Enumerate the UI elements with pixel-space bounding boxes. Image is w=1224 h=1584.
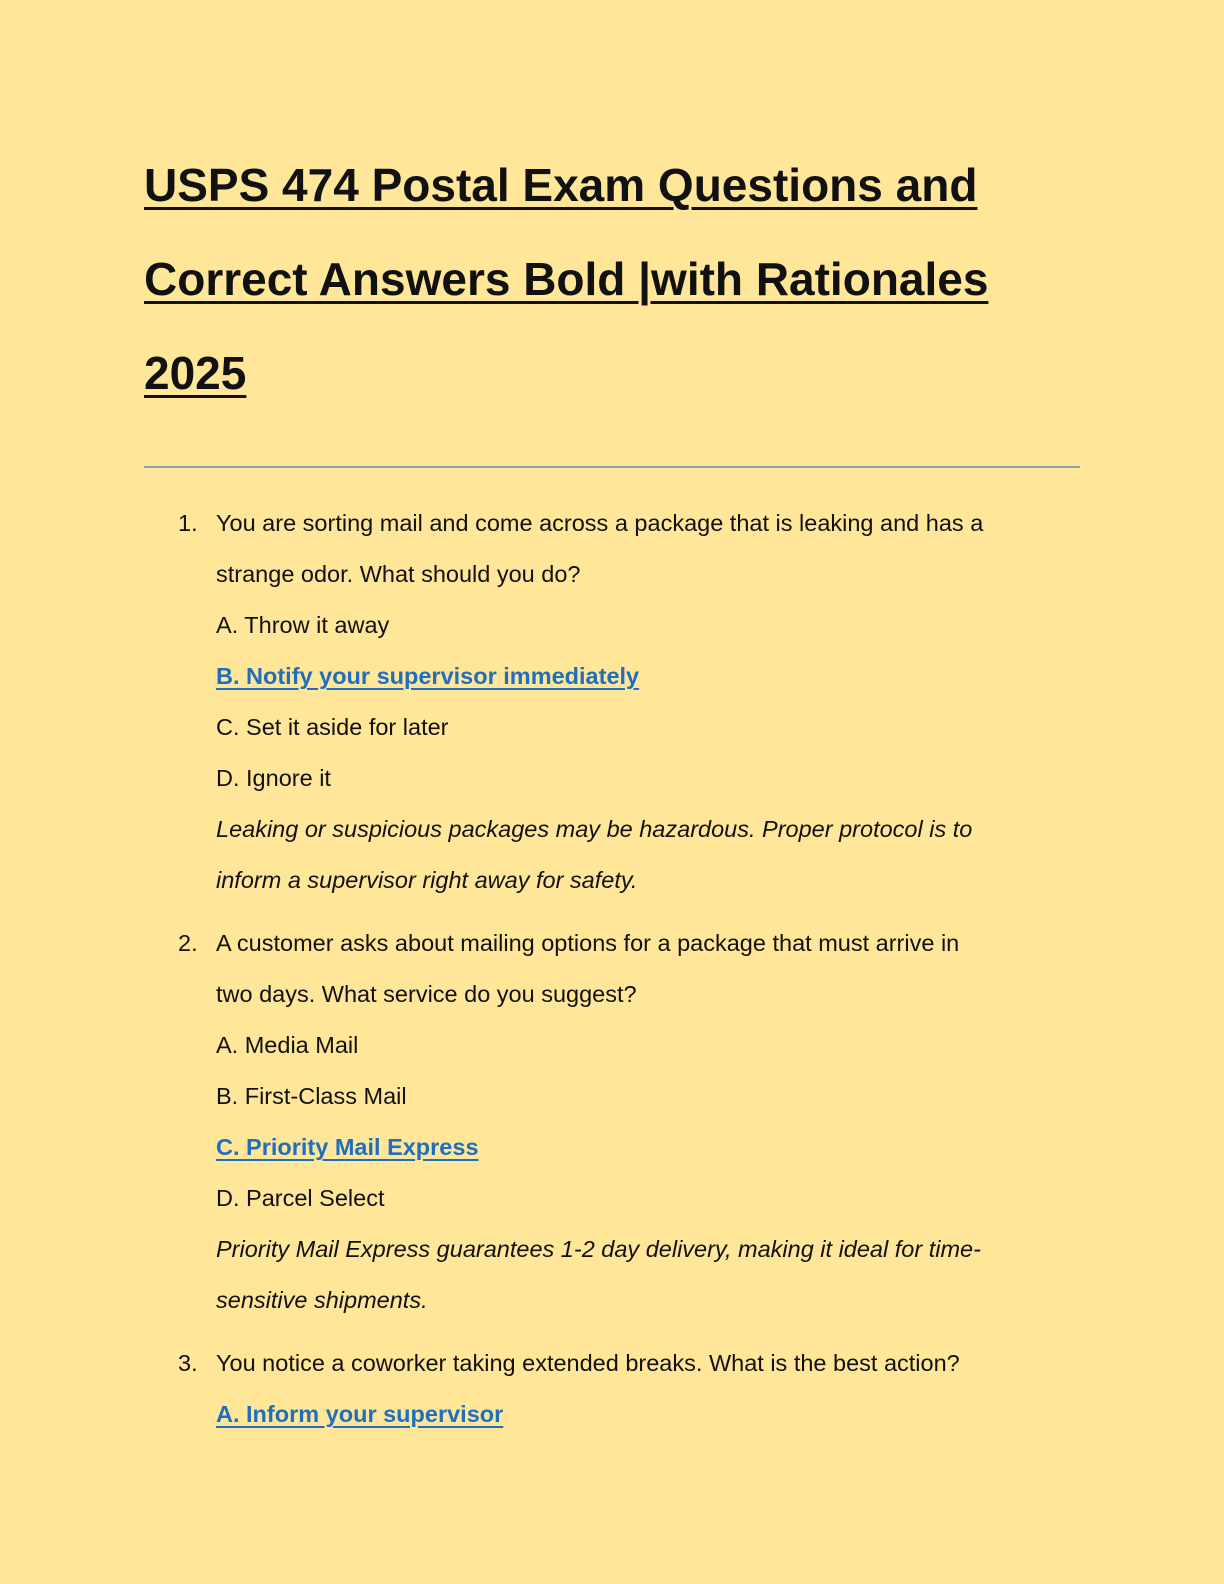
correct-answer-option: A. Inform your supervisor (216, 1401, 504, 1427)
question-text: two days. What service do you suggest? (216, 981, 637, 1007)
answer-option: A. Media Mail (216, 1032, 359, 1058)
title-line: Correct Answers Bold |with Rationales (144, 253, 989, 305)
question-text: A customer asks about mailing options for a package that must arrive in (216, 930, 960, 956)
rationale-text: Leaking or suspicious packages may be hazardous. Proper protocol is to (216, 816, 973, 842)
question-number: 2. (178, 930, 198, 956)
question-list (144, 498, 1074, 1452)
correct-answer-option: C. Priority Mail Express (216, 1134, 479, 1160)
question-item (144, 918, 1074, 1326)
question-number: 1. (178, 510, 198, 536)
question-text: strange odor. What should you do? (216, 561, 581, 587)
answer-option: C. Set it aside for later (216, 714, 449, 740)
question-text: You notice a coworker taking extended breaks. What is the best action? (216, 1350, 960, 1376)
question-text: You are sorting mail and come across a package that is leaking and has a (216, 510, 984, 536)
question-item (144, 498, 1074, 906)
title-line: USPS 474 Postal Exam Questions and (144, 159, 978, 211)
question-item (144, 1338, 1074, 1440)
answer-option: D. Parcel Select (216, 1185, 385, 1211)
page-title (144, 138, 1084, 420)
title-line: 2025 (144, 347, 247, 399)
answer-option: A. Throw it away (216, 612, 390, 638)
divider (144, 466, 1080, 468)
answer-option: B. First-Class Mail (216, 1083, 407, 1109)
rationale-text: inform a supervisor right away for safety. (216, 867, 638, 893)
question-number: 3. (178, 1350, 198, 1376)
rationale-text: Priority Mail Express guarantees 1-2 day delivery, making it ideal for time- (216, 1236, 981, 1262)
correct-answer-option: B. Notify your supervisor immediately (216, 663, 640, 689)
answer-option: D. Ignore it (216, 765, 331, 791)
rationale-text: sensitive shipments. (216, 1287, 428, 1313)
